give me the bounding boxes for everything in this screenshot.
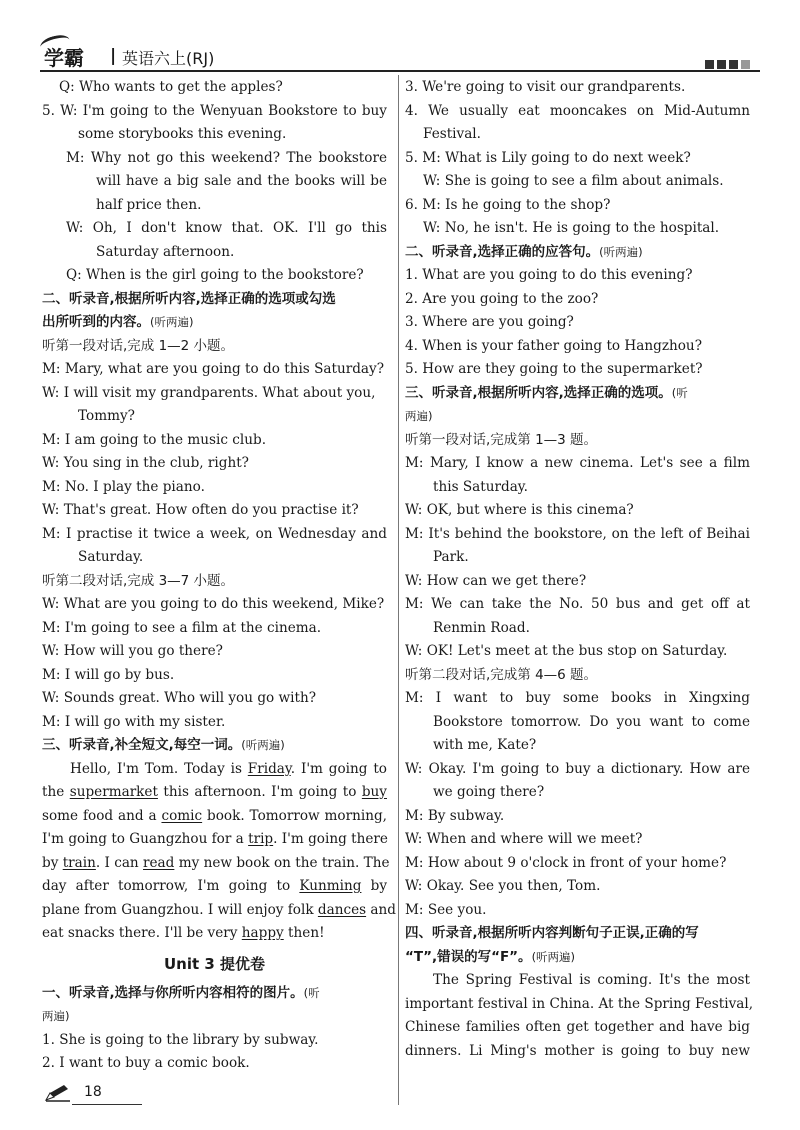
dialogue-line: W: I will visit my grandparents. What about you, [42, 384, 376, 401]
answer-blank: dances [317, 901, 367, 918]
passage-line: Hello, I'm Tom. Today is Friday. I'm going to [70, 760, 387, 777]
dialogue-line: W: That's great. How often do you practise it? [42, 502, 359, 518]
section-heading: 三、听录音,根据所听内容,选择正确的选项。(听 [405, 384, 688, 401]
dialogue-line: W: How can we get there? [405, 572, 587, 589]
text-line: M: Why not go this weekend? The bookstore [66, 149, 387, 166]
dialogue-line: this Saturday. [433, 478, 528, 495]
text-line: Q: Who wants to get the apples? [59, 79, 283, 95]
text-line: W: Oh, I don't know that. OK. I'll go this [66, 220, 387, 236]
question-line: 6. M: Is he going to the shop? [405, 196, 611, 213]
question-line: 2. Are you going to the zoo? [405, 290, 599, 307]
question-line: 3. We're going to visit our grandparents. [405, 79, 686, 95]
dialogue-line: W: How will you go there? [42, 643, 223, 659]
answer-blank: comic [161, 807, 203, 824]
instruction: 听第一段对话,完成 1—2 小题。 [42, 337, 235, 354]
footer-rule [72, 1104, 142, 1105]
question-line: 3. Where are you going? [405, 314, 574, 330]
dialogue-line: Park. [433, 549, 469, 565]
question-line: W: No, he isn't. He is going to the hospital. [423, 220, 720, 236]
answer-blank: buy [361, 784, 387, 800]
dialogue-line: W: What are you going to do this weekend, Mike? [42, 596, 385, 612]
question-line: 5. How are they going to the supermarket? [405, 361, 703, 377]
text-line: some storybooks this evening. [78, 126, 287, 142]
dialogue-line: M: Mary, I know a new cinema. Let's see a film [405, 455, 750, 471]
dialogue-line: M: It's behind the bookstore, on the left of Beihai [405, 525, 750, 542]
dialogue-line: with me, Kate? [433, 737, 537, 753]
passage-line: important festival in China. At the Spring Festival, [405, 995, 754, 1012]
dialogue-line: M: I'm going to see a film at the cinema. [42, 619, 322, 636]
question-line: 4. We usually eat mooncakes on Mid-Autumn [405, 102, 750, 119]
left-column [42, 76, 396, 1076]
dialogue-line: W: OK! Let's meet at the bus stop on Saturday. [405, 643, 728, 659]
dialogue-line: M: By subway. [405, 807, 505, 824]
brand-logo: 学霸 [44, 46, 84, 70]
dialogue-line: W: Okay. See you then, Tom. [405, 878, 601, 894]
section-heading: 一、听录音,选择与你所听内容相符的图片。(听 [42, 984, 320, 1001]
dialogue-line: M: No. I play the piano. [42, 478, 205, 495]
passage-line: some food and a comic book. Tomorrow morning, [42, 807, 387, 824]
question-line: 2. I want to buy a comic book. [42, 1055, 250, 1071]
page-number: 18 [84, 1084, 102, 1100]
passage-line: eat snacks there. I'll be very happy then! [42, 925, 325, 941]
question-line: 5. M: What is Lily going to do next week? [405, 149, 691, 166]
dialogue-line: M: We can take the No. 50 bus and get off at [405, 596, 750, 612]
section-heading: 两遍) [42, 1009, 70, 1023]
dialogue-line: Tommy? [78, 408, 135, 424]
passage-line: day after tomorrow, I'm going to Kunming by [42, 878, 387, 894]
dialogue-line: Saturday. [78, 549, 144, 565]
dialogue-line: W: Sounds great. Who will you go with? [42, 690, 317, 706]
passage-line: by train. I can read my new book on the train. The [42, 854, 390, 871]
section-heading: “T”,错误的写“F”。(听两遍) [405, 948, 576, 965]
question-line: 1. What are you going to do this evening? [405, 267, 693, 283]
dialogue-line: M: I will go by bus. [42, 666, 175, 683]
dialogue-line: M: I want to buy some books in Xingxing [405, 690, 750, 706]
instruction: 听第一段对话,完成第 1—3 题。 [405, 431, 598, 448]
text-line: will have a big sale and the books will be [96, 173, 387, 189]
right-column [405, 76, 754, 1063]
dialogue-line: W: OK, but where is this cinema? [405, 502, 634, 518]
dialogue-line: M: I will go with my sister. [42, 713, 226, 730]
passage-line: The Spring Festival is coming. It's the most [433, 972, 750, 988]
answer-blank: trip [248, 831, 274, 847]
dialogue-line: M: How about 9 o'clock in front of your home? [405, 854, 727, 871]
instruction: 听第二段对话,完成第 4—6 题。 [405, 666, 598, 683]
answer-blank: read [143, 854, 175, 871]
question-line: W: She is going to see a film about animals. [423, 173, 724, 189]
dialogue-line: M: I am going to the music club. [42, 431, 267, 448]
answer-blank: Kunming [299, 878, 362, 894]
text-line: Q: When is the girl going to the bookstore? [66, 267, 364, 283]
section-heading: 两遍) [405, 409, 433, 423]
passage-line: Chinese families often get together and have big [405, 1019, 750, 1035]
dialogue-line: W: When and where will we meet? [405, 831, 643, 847]
answer-blank: supermarket [69, 784, 158, 800]
passage-line: dinners. Li Ming's mother is going to buy new [405, 1042, 750, 1059]
instruction: 听第二段对话,完成 3—7 小题。 [42, 572, 235, 589]
passage-line: the supermarket this afternoon. I'm going to buy [42, 784, 387, 800]
pencil-icon [44, 1084, 70, 1102]
page-header [40, 40, 760, 72]
unit-title: Unit 3 提优卷 [163, 954, 266, 973]
header-rule [40, 70, 760, 72]
dialogue-line: we going there? [433, 784, 545, 800]
passage-line: plane from Guangzhou. I will enjoy folk dances and [42, 901, 396, 918]
question-line: 4. When is your father going to Hangzhou? [405, 337, 702, 354]
question-line: 1. She is going to the library by subway. [42, 1031, 319, 1048]
column-divider [398, 75, 399, 1105]
dialogue-line: M: I practise it twice a week, on Wednesday and [42, 525, 387, 542]
text-line: half price then. [96, 196, 202, 213]
dialogue-line: M: Mary, what are you going to do this Saturday? [42, 361, 385, 377]
page-footer [44, 1082, 124, 1106]
section-heading: 出所听到的内容。(听两遍) [42, 314, 194, 330]
question-line: Festival. [423, 126, 481, 142]
header-separator: | [110, 46, 117, 66]
answer-blank: Friday [247, 760, 291, 777]
section-heading: 二、听录音,根据所听内容,选择正确的选项或勾选 [42, 290, 336, 307]
section-heading: 二、听录音,选择正确的应答句。(听两遍) [405, 243, 643, 260]
book-subtitle: 英语六上(RJ) [122, 49, 215, 68]
dialogue-line: W: You sing in the club, right? [42, 455, 249, 471]
section-heading: 三、听录音,补全短文,每空一词。(听两遍) [42, 737, 285, 753]
dialogue-line: W: Okay. I'm going to buy a dictionary. How are [405, 760, 750, 777]
section-heading: 四、听录音,根据所听内容判断句子正误,正确的写 [405, 925, 699, 941]
dialogue-line: Bookstore tomorrow. Do you want to come [433, 713, 750, 730]
text-line: 5. W: I'm going to the Wenyuan Bookstore to buy [42, 102, 387, 119]
text-line: Saturday afternoon. [96, 243, 235, 260]
dialogue-line: Renmin Road. [433, 619, 530, 636]
dialogue-line: M: See you. [405, 901, 487, 918]
passage-line: I'm going to Guangzhou for a trip. I'm going there [42, 831, 388, 847]
answer-blank: train [62, 854, 96, 871]
answer-blank: happy [241, 925, 284, 941]
